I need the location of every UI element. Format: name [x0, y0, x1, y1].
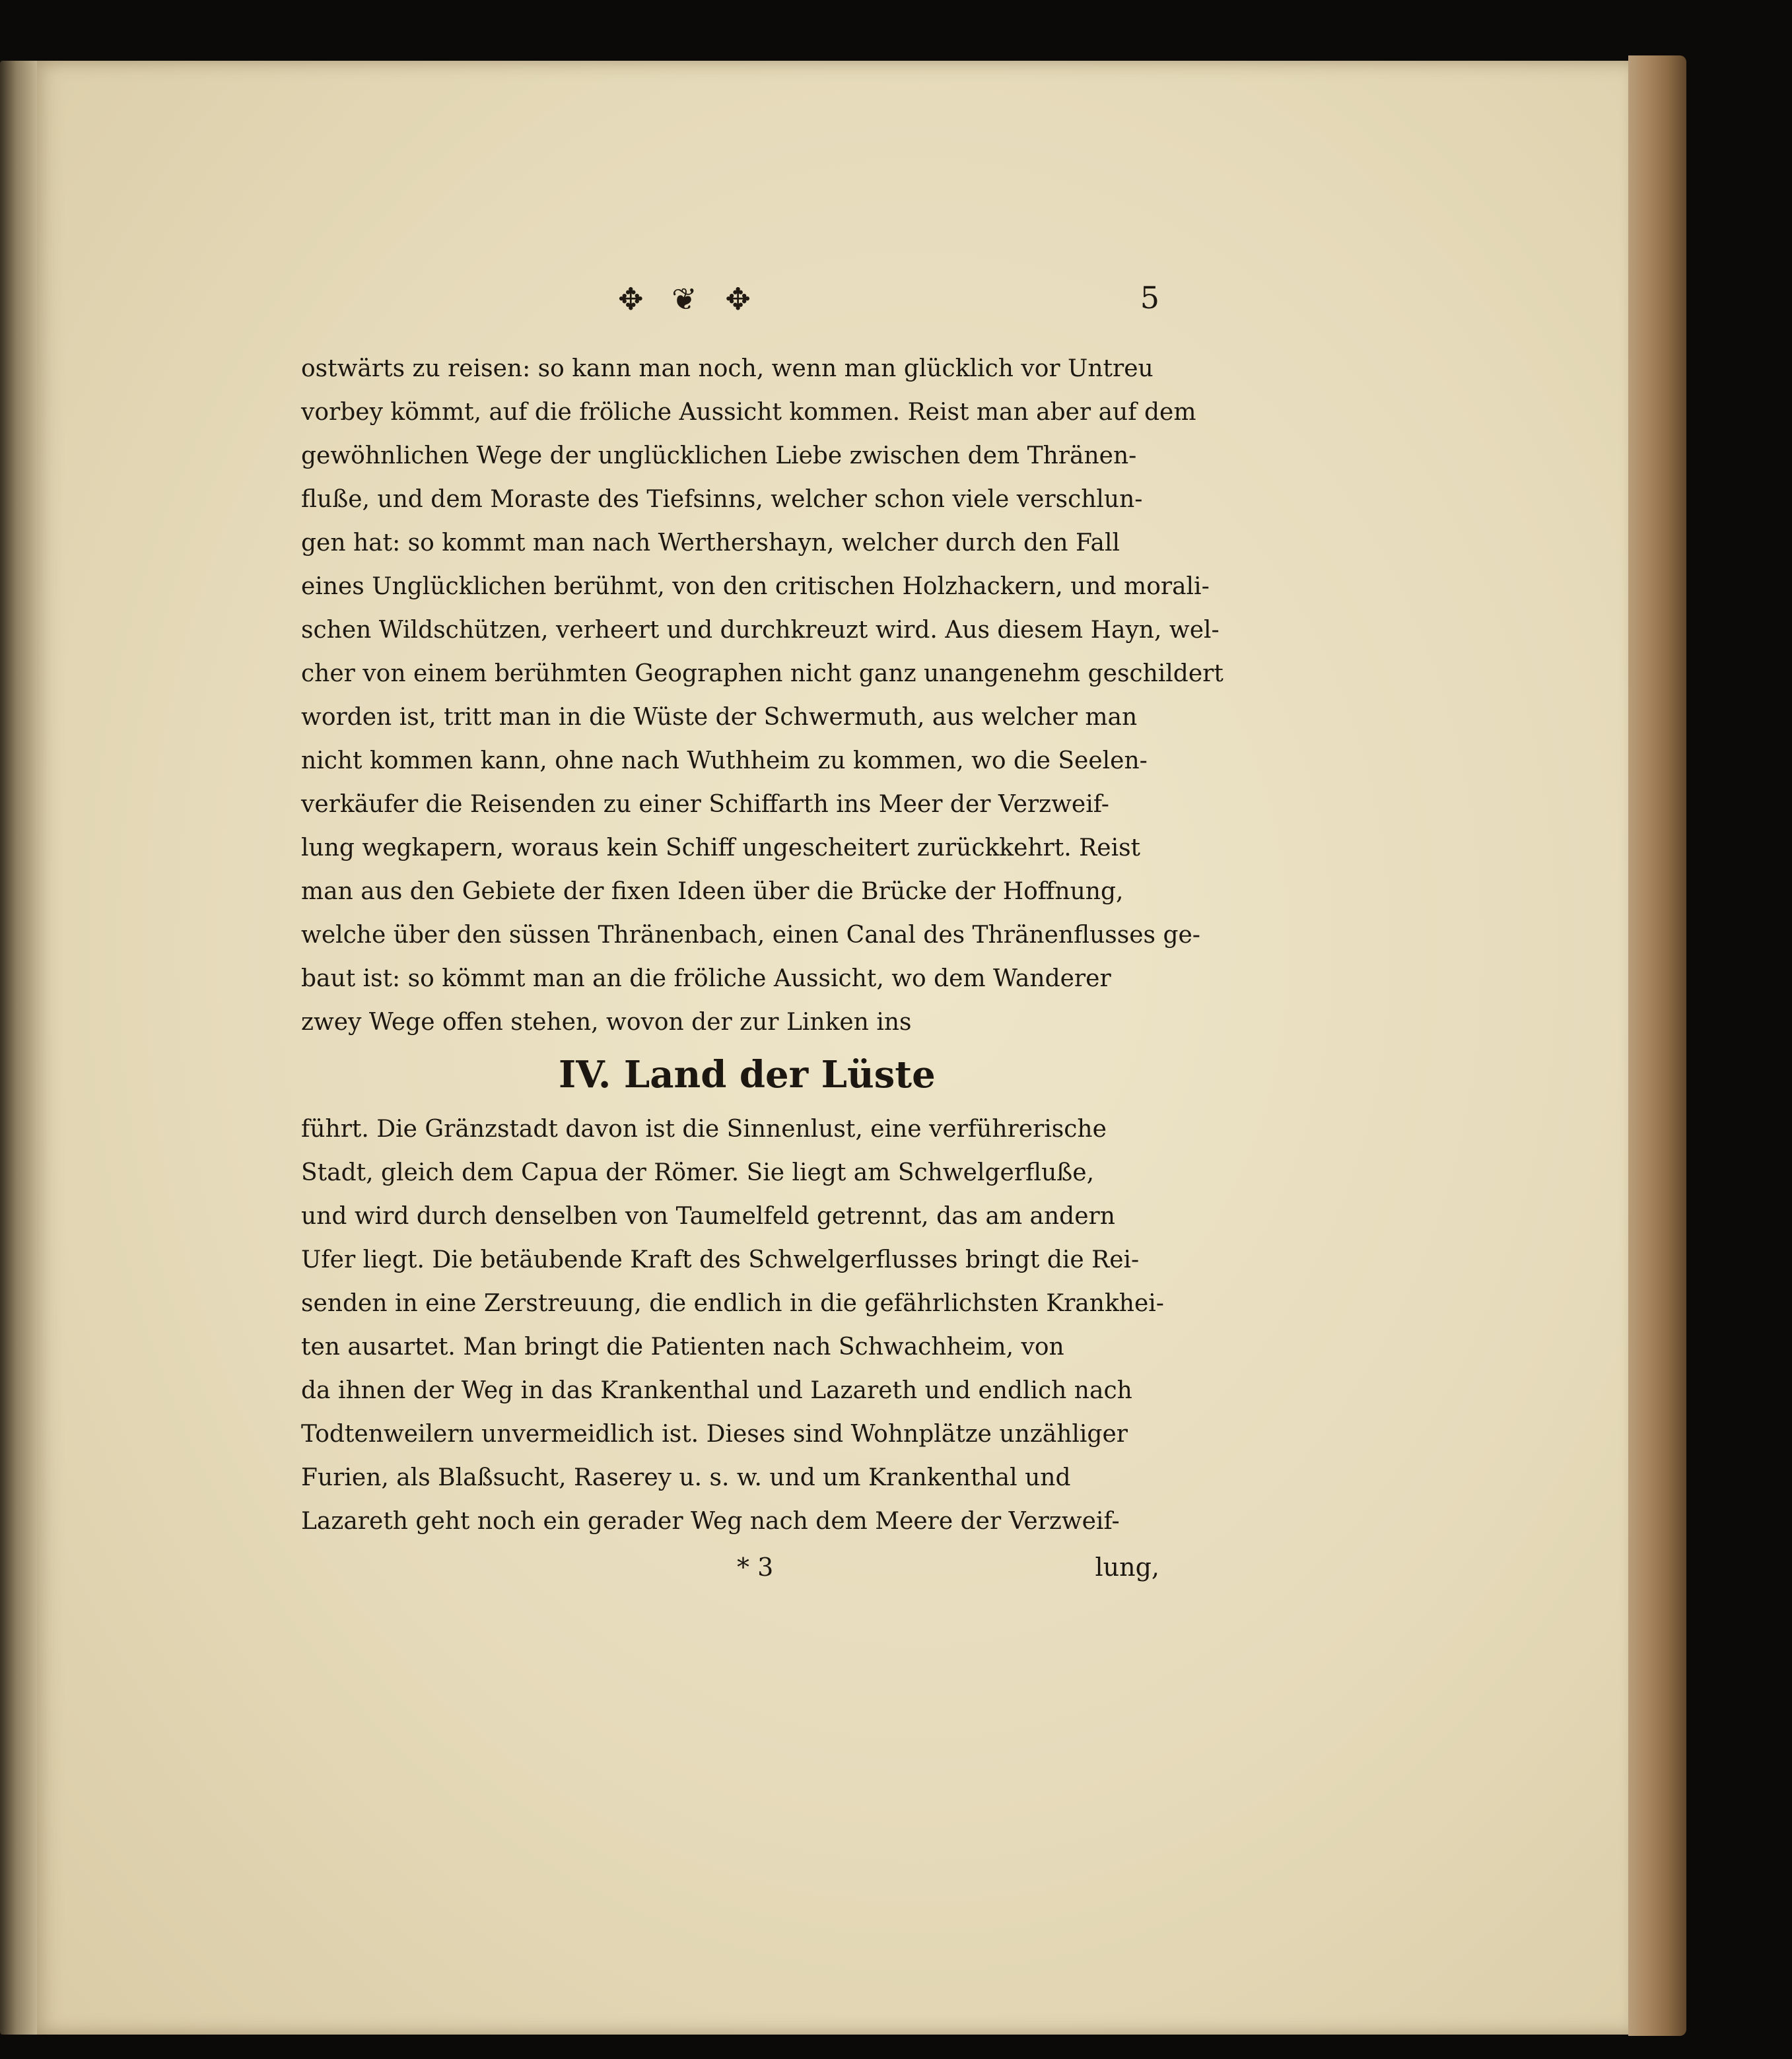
running-head — [301, 277, 1159, 330]
text-line: man aus den Gebiete der fixen Ideen über die Brücke der Hoffnung, — [301, 878, 1124, 905]
text-line: senden in eine Zerstreuung, die endlich in die gefährlichsten Krankhei- — [301, 1290, 1164, 1317]
text-line: Ufer liegt. Die betäubende Kraft des Schwelgerflusses bringt die Rei- — [301, 1246, 1140, 1273]
text-line: cher von einem berühmten Geographen nicht ganz unangenehm geschildert — [301, 660, 1223, 687]
paragraph-1 — [301, 347, 1223, 1044]
text-line: welche über den süssen Thränenbach, einen Canal des Thränenflusses ge- — [301, 922, 1200, 949]
text-line: ostwärts zu reisen: so kann man noch, wenn man glücklich vor Untreu — [301, 355, 1154, 382]
text-line: Stadt, gleich dem Capua der Römer. Sie liegt am Schwelgerfluße, — [301, 1159, 1095, 1186]
page-footer — [301, 1546, 1159, 1592]
text-line: Lazareth geht noch ein gerader Weg nach dem Meere der Verzweif- — [301, 1508, 1120, 1535]
text-line: baut ist: so kömmt man an die fröliche Aussicht, wo dem Wanderer — [301, 965, 1111, 992]
text-line: worden ist, tritt man in die Wüste der Schwermuth, aus welcher man — [301, 704, 1138, 731]
catchword: lung, — [1095, 1553, 1159, 1582]
text-line: fluße, und dem Moraste des Tiefsinns, welcher schon viele verschlun- — [301, 486, 1143, 513]
text-line: ten ausartet. Man bringt die Patienten nach Schwachheim, von — [301, 1333, 1064, 1361]
text-line: Furien, als Blaßsucht, Raserey u. s. w. und um Krankenthal und — [301, 1464, 1071, 1491]
text-line: Todtenweilern unvermeidlich ist. Dieses sind Wohnplätze unzähliger — [301, 1421, 1128, 1448]
left-page-edge — [0, 61, 40, 2035]
page-number: 5 — [1140, 280, 1159, 316]
text-line: nicht kommen kann, ohne nach Wuthheim zu kommen, wo die Seelen- — [301, 747, 1148, 774]
text-line: verkäufer die Reisenden zu einer Schiffarth ins Meer der Verzweif- — [301, 791, 1109, 818]
signature-mark: * 3 — [737, 1553, 774, 1582]
ornament-icon: ✥ ❦ ✥ — [618, 281, 760, 317]
text-line: vorbey kömmt, auf die fröliche Aussicht kommen. Reist man aber auf dem — [301, 399, 1196, 426]
section-heading: IV. Land der Lüste — [559, 1053, 936, 1097]
text-line: schen Wildschützen, verheert und durchkreuzt wird. Aus diesem Hayn, wel- — [301, 617, 1220, 644]
book-cover-edge — [1628, 55, 1686, 2036]
text-line: gen hat: so kommt man nach Werthershayn, welcher durch den Fall — [301, 529, 1120, 557]
text-line: führt. Die Gränzstadt davon ist die Sinnenlust, eine verführerische — [301, 1116, 1107, 1143]
paragraph-2 — [301, 1108, 1164, 1543]
text-line: lung wegkapern, woraus kein Schiff ungescheitert zurückkehrt. Reist — [301, 834, 1141, 861]
text-line: zwey Wege offen stehen, wovon der zur Linken ins — [301, 1009, 912, 1036]
text-block — [301, 277, 1223, 1592]
text-line: da ihnen der Weg in das Krankenthal und Lazareth und endlich nach — [301, 1377, 1132, 1404]
text-line: und wird durch denselben von Taumelfeld getrennt, das am andern — [301, 1203, 1115, 1230]
text-line: gewöhnlichen Wege der unglücklichen Liebe zwischen dem Thränen- — [301, 442, 1137, 469]
text-line: eines Unglücklichen berühmt, von den critischen Holzhackern, und morali- — [301, 573, 1210, 600]
